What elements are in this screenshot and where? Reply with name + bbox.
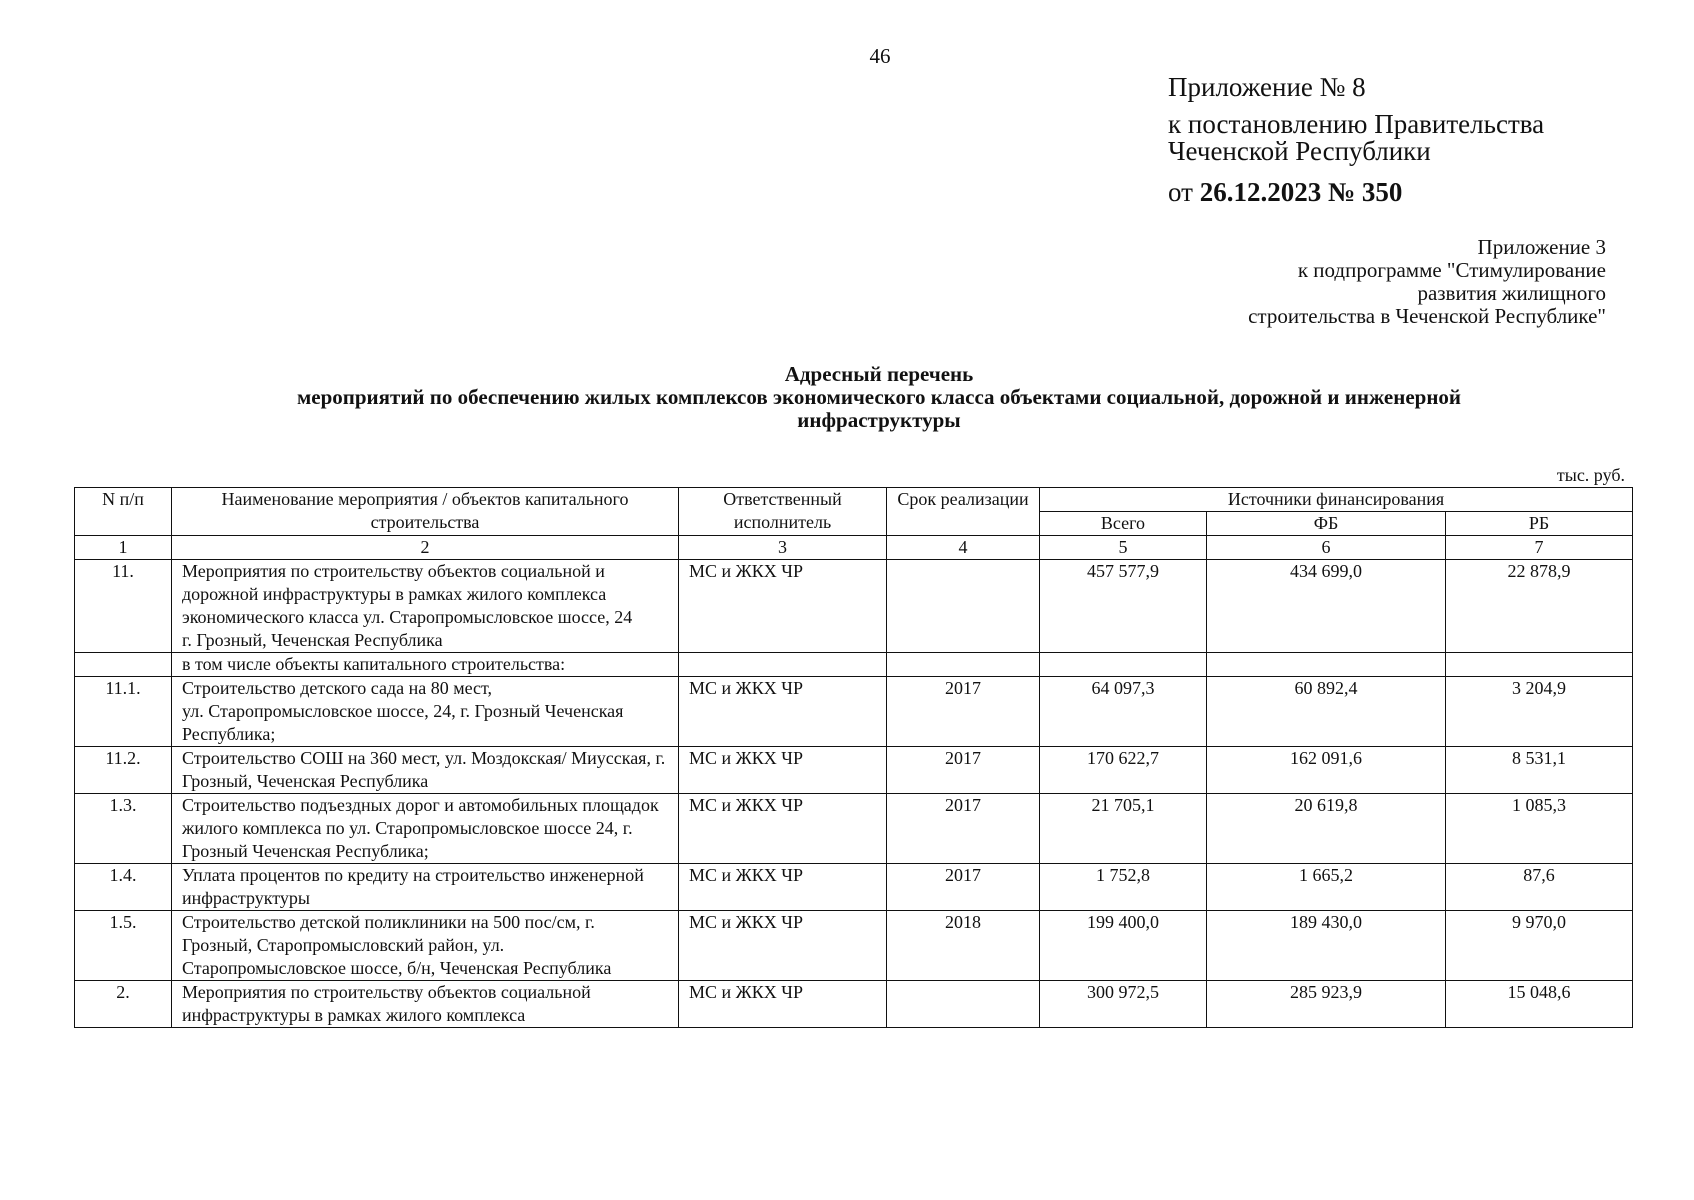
row-rb-cell: 15 048,6 (1446, 981, 1633, 1028)
table-row (75, 794, 1633, 864)
row-num-cell: 11. (75, 560, 172, 653)
row-name-cell (172, 911, 679, 981)
column-number-cell: 6 (1207, 536, 1446, 560)
column-number-cell: 1 (75, 536, 172, 560)
sub-appendix-line-3: развития жилищного (1417, 281, 1606, 305)
table-body (75, 536, 1633, 1028)
row-num-cell: 2. (75, 981, 172, 1028)
row-rb-cell: 1 085,3 (1446, 794, 1633, 864)
row-rb-cell: 8 531,1 (1446, 747, 1633, 794)
header-sources: Источники финансирования (1040, 488, 1633, 512)
row-name-cell (172, 794, 679, 864)
column-number-cell: 2 (172, 536, 679, 560)
row-total-cell: 64 097,3 (1040, 677, 1207, 747)
table-row (75, 677, 1633, 747)
header-name: Наименование мероприятия / объектов капитального строительства (172, 488, 679, 536)
column-number-cell: 4 (887, 536, 1040, 560)
title-line-1: Адресный перечень (784, 362, 974, 386)
sub-appendix-header (1006, 236, 1606, 328)
row-rb-cell: 87,6 (1446, 864, 1633, 911)
row-fb-cell (1207, 653, 1446, 677)
header-term: Срок реализации (887, 488, 1040, 536)
row-term-cell (887, 560, 1040, 653)
title-line-3: инфраструктуры (797, 408, 961, 432)
row-name-text: Строительство СОШ на 360 мест, ул. Моздокская/ Миусская, г. Грозный, Чеченская Республика (182, 748, 666, 791)
row-fb-cell: 285 923,9 (1207, 981, 1446, 1028)
row-name-cell (172, 747, 679, 794)
row-executor-cell: МС и ЖКХ ЧР (679, 864, 887, 911)
row-term-cell (887, 981, 1040, 1028)
row-fb-cell: 20 619,8 (1207, 794, 1446, 864)
table-row (75, 747, 1633, 794)
column-number-cell: 5 (1040, 536, 1207, 560)
row-num-cell (75, 653, 172, 677)
row-name-text: Уплата процентов по кредиту на строительство инженерной инфраструктуры (182, 865, 644, 908)
row-term-cell: 2017 (887, 864, 1040, 911)
row-total-cell: 170 622,7 (1040, 747, 1207, 794)
appendix-date-line (1168, 179, 1668, 206)
row-num-cell: 1.5. (75, 911, 172, 981)
row-total-cell: 21 705,1 (1040, 794, 1207, 864)
column-number-cell: 7 (1446, 536, 1633, 560)
row-term-cell: 2017 (887, 794, 1040, 864)
appendix-date-number: 26.12.2023 № 350 (1199, 177, 1403, 207)
header-rb: РБ (1446, 512, 1633, 536)
row-name-text: Строительство детского сада на 80 мест, (182, 678, 493, 698)
row-name-text-line2: г. Грозный, Чеченская Республика (182, 630, 443, 650)
row-rb-cell: 22 878,9 (1446, 560, 1633, 653)
row-executor-cell: МС и ЖКХ ЧР (679, 794, 887, 864)
row-term-cell: 2017 (887, 677, 1040, 747)
row-rb-cell: 9 970,0 (1446, 911, 1633, 981)
row-name-text: Мероприятия по строительству объектов социальной инфраструктуры в рамках жилого комплекса (182, 982, 591, 1025)
table-row (75, 653, 1633, 677)
row-executor-cell (679, 653, 887, 677)
row-term-cell: 2017 (887, 747, 1040, 794)
row-num-cell: 11.1. (75, 677, 172, 747)
header-fb: ФБ (1207, 512, 1446, 536)
row-executor-cell: МС и ЖКХ ЧР (679, 560, 887, 653)
row-name-cell (172, 981, 679, 1028)
row-fb-cell: 162 091,6 (1207, 747, 1446, 794)
sub-appendix-line-1: Приложение 3 (1477, 235, 1606, 259)
header-executor: Ответственный исполнитель (679, 488, 887, 536)
appendix-header (1168, 74, 1668, 206)
row-fb-cell: 1 665,2 (1207, 864, 1446, 911)
funding-table (74, 487, 1633, 1028)
row-rb-cell (1446, 653, 1633, 677)
row-num-cell: 1.4. (75, 864, 172, 911)
row-executor-cell: МС и ЖКХ ЧР (679, 911, 887, 981)
table-row (75, 560, 1633, 653)
row-name-cell (172, 864, 679, 911)
row-name-text: Мероприятия по строительству объектов социальной и дорожной инфраструктуры в рамках жилого комплекса экономического класса ул. Старопромысловское шоссе, 24 (182, 561, 633, 627)
sub-appendix-line-2: к подпрограмме "Стимулирование (1297, 258, 1606, 282)
row-name-cell (172, 677, 679, 747)
row-executor-cell: МС и ЖКХ ЧР (679, 677, 887, 747)
column-number-cell: 3 (679, 536, 887, 560)
row-name-cell (172, 560, 679, 653)
row-total-cell: 457 577,9 (1040, 560, 1207, 653)
row-executor-cell: МС и ЖКХ ЧР (679, 747, 887, 794)
row-total-cell: 199 400,0 (1040, 911, 1207, 981)
row-fb-cell: 189 430,0 (1207, 911, 1446, 981)
table-row (75, 911, 1633, 981)
row-num-cell: 11.2. (75, 747, 172, 794)
document-title (74, 363, 1684, 432)
row-fb-cell: 434 699,0 (1207, 560, 1446, 653)
sub-appendix-line-4: строительства в Чеченской Республике" (1248, 304, 1606, 328)
row-fb-cell: 60 892,4 (1207, 677, 1446, 747)
appendix-line-3: Чеченской Республики (1168, 136, 1431, 166)
column-number-row (75, 536, 1633, 560)
page-number: 46 (869, 44, 891, 68)
row-term-cell (887, 653, 1040, 677)
appendix-line-1: Приложение № 8 (1168, 72, 1366, 102)
row-name-text: в том числе объекты капитального строительства: (182, 654, 566, 674)
row-name-cell (172, 653, 679, 677)
row-rb-cell: 3 204,9 (1446, 677, 1633, 747)
row-executor-cell: МС и ЖКХ ЧР (679, 981, 887, 1028)
appendix-date-prefix: от (1168, 177, 1200, 207)
row-name-text: Строительство детской поликлиники на 500 пос/см, г. Грозный, Старопромысловский район, ул. Старопромысловское шоссе, б/н, Чеченская Республика (182, 912, 612, 978)
row-name-text: Строительство подъездных дорог и автомобильных площадок жилого комплекса по ул. Старопромысловское шоссе 24, г. Грозный Чеченская Республика; (182, 795, 659, 861)
row-name-text-line2: ул. Старопромысловское шоссе, 24, г. Грозный Чеченская Республика; (182, 701, 624, 744)
header-total: Всего (1040, 512, 1207, 536)
unit-label: тыс. руб. (1556, 465, 1625, 485)
row-total-cell: 300 972,5 (1040, 981, 1207, 1028)
row-term-cell: 2018 (887, 911, 1040, 981)
table-row (75, 981, 1633, 1028)
header-num: N п/п (75, 488, 172, 536)
title-line-2: мероприятий по обеспечению жилых комплексов экономического класса объектами социальной, дорожной и инженерной (296, 385, 1462, 409)
row-total-cell: 1 752,8 (1040, 864, 1207, 911)
appendix-line-2: к постановлению Правительства (1168, 109, 1545, 139)
row-total-cell (1040, 653, 1207, 677)
table-row (75, 864, 1633, 911)
row-num-cell: 1.3. (75, 794, 172, 864)
